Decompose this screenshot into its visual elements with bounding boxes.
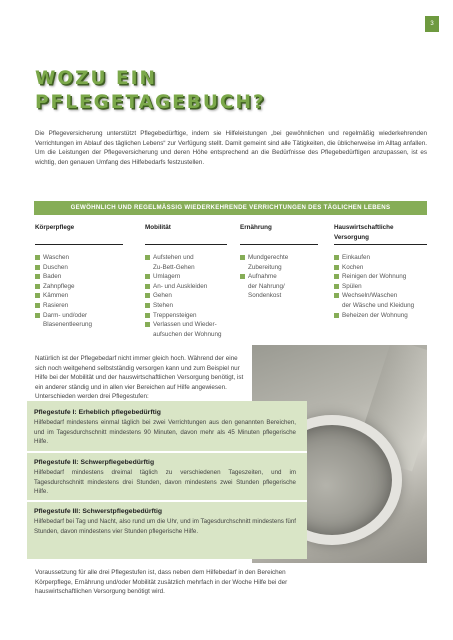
intro-paragraph: Die Pflegeversicherung unterstützt Pflegebedürftige, indem sie Hilfeleistungen „bei gewöhnlichen und regelmäßig wiederkehrenden Verrichtungen im Ablauf des täglichen Lebens“ zur Verfügung stellt. Damit gemeint sind alle Tätigkeiten, die üblicherweise im Alltag anfallen. Um die Leistungen der Pflegeversicherung und deren Höhe entsprechend an die Bedürfnisse des Pflegebedürftigen anzupassen, ist es wichtig, den genauen Umfang des Hilfebedarfs festzustellen. [35, 130, 427, 166]
page-number: 3 [425, 16, 439, 32]
green-square-bullet-icon [35, 284, 40, 289]
column-heading: Hauswirtschaftliche Versorgung [334, 223, 427, 245]
column-heading: Ernährung [240, 223, 318, 245]
list-item: Mundgerechte [240, 253, 318, 263]
green-square-bullet-icon [334, 293, 339, 298]
pflegestufe-title: Pflegestufe III: Schwerstpflegebedürftig [34, 508, 163, 515]
list-item-continuation: Zu-Bett-Gehen [153, 263, 195, 271]
pflegestufe-text: Hilfebedarf mindestens dreimal täglich zu verschiedenen Tageszeiten, und im Tagesdurchschnitt mindestens drei Stunden, davon mindestens zwei Stunden pflegerische Hilfe. [34, 469, 296, 496]
box-divider [27, 500, 307, 502]
pflegestufe-title: Pflegestufe I: Erheblich pflegebedürftig [34, 409, 161, 416]
column-koerperpflege [35, 223, 123, 330]
list-item: Einkaufen [334, 253, 427, 263]
list-item: Waschen [35, 253, 123, 263]
list-item-continuation: Blasenentleerung [43, 321, 93, 329]
green-square-bullet-icon [35, 265, 40, 270]
box-divider [27, 451, 307, 453]
list-item: Duschen [35, 263, 123, 273]
list-item: Beheizen der Wohnung [334, 311, 427, 321]
list-item: Aufnahme [240, 272, 318, 282]
page-title [35, 67, 266, 115]
list-item: Zahnpflege [35, 282, 123, 292]
green-square-bullet-icon [334, 274, 339, 279]
column-list [35, 253, 123, 330]
list-item: Baden [35, 272, 123, 282]
list-item: Treppensteigen [145, 311, 227, 321]
list-item-continuation: Sondenkost [248, 292, 282, 300]
pflegestufe-title: Pflegestufe II: Schwerpflegebedürftig [34, 459, 155, 466]
green-square-bullet-icon [35, 255, 40, 260]
list-item: Rasieren [35, 301, 123, 311]
list-item: Kochen [334, 263, 427, 273]
list-item: Darm- und/oder [35, 311, 123, 321]
green-square-bullet-icon [334, 313, 339, 318]
green-square-bullet-icon [334, 284, 339, 289]
list-item: Reinigen der Wohnung [334, 272, 427, 282]
green-square-bullet-icon [145, 322, 150, 327]
list-item: Spülen [334, 282, 427, 292]
green-square-bullet-icon [145, 303, 150, 308]
list-item-continuation: aufsuchen der Wohnung [153, 330, 222, 338]
green-square-bullet-icon [145, 313, 150, 318]
pflegestufe-text: Hilfebedarf mindestens einmal täglich bei zwei Verrichtungen aus den genannten Bereichen, und im Tagesdurchschnitt mindestens 90 Minuten, davon mehr als 45 Minuten pflegerische Hilfe. [34, 419, 296, 446]
column-ernaehrung [240, 223, 318, 301]
green-square-bullet-icon [240, 255, 245, 260]
column-heading: Körperpflege [35, 223, 123, 245]
green-square-bullet-icon [145, 274, 150, 279]
pflegebedarf-paragraph: Natürlich ist der Pflegebedarf nicht immer gleich hoch. Während der eine sich noch weitgehend selbstständig versorgen kann und zum Beispiel nur Hilfe bei der Mobilität und der hauswirtschaftlichen Versorgung benötigt, ist ein anderer ständig und in allen vier Bereichen auf Hilfe angewiesen. Unterschieden werden drei Pflegestufen: [35, 355, 244, 401]
list-item: Verlassen und Wieder- [145, 320, 227, 330]
pflegestufe-3 [34, 507, 296, 536]
list-item: Kämmen [35, 291, 123, 301]
page-title-line-2: PFLEGETAGEBUCH? [35, 92, 266, 113]
column-list [145, 253, 227, 339]
list-item: Umlagern [145, 272, 227, 282]
list-item-continuation: der Nahrung/ [248, 282, 285, 290]
green-square-bullet-icon [35, 313, 40, 318]
section-banner: GEWÖHNLICH UND REGELMÄSSIG WIEDERKEHRENDE VERRICHTUNGEN DES TÄGLICHEN LEBENS [34, 201, 427, 215]
column-list [240, 253, 318, 301]
pflegestufe-1 [34, 408, 296, 447]
list-item: Gehen [145, 291, 227, 301]
green-square-bullet-icon [35, 303, 40, 308]
voraussetzung-paragraph: Voraussetzung für alle drei Pflegestufen ist, dass neben dem Hilfebedarf in den Bereichen Körperpflege, Ernährung und/oder Mobilität zusätzlich mehrfach in der Woche Hilfe bei der hauswirtschaftlichen Versorgung benötigt wird. [35, 569, 288, 596]
green-square-bullet-icon [334, 255, 339, 260]
list-item-continuation: Zubereitung [248, 263, 282, 271]
page-title-line-1: WOZU EIN [35, 68, 158, 89]
green-square-bullet-icon [145, 255, 150, 260]
green-square-bullet-icon [35, 293, 40, 298]
list-item-continuation: der Wäsche und Kleidung [342, 301, 415, 309]
list-item: An- und Auskleiden [145, 282, 227, 292]
green-square-bullet-icon [334, 265, 339, 270]
column-hauswirtschaft [334, 223, 427, 320]
pflegestufe-text: Hilfebedarf bei Tag und Nacht, also rund um die Uhr, und im Tagesdurchschnitt mindestens fünf Stunden, davon mindestens vier Stunden pflegerische Hilfe. [34, 518, 296, 535]
column-heading: Mobilität [145, 223, 227, 245]
green-square-bullet-icon [35, 274, 40, 279]
column-list [334, 253, 427, 320]
list-item: Aufstehen und [145, 253, 227, 263]
list-item: Wechseln/Waschen [334, 291, 427, 301]
green-square-bullet-icon [240, 274, 245, 279]
pflegestufe-2 [34, 458, 296, 497]
list-item: Stehen [145, 301, 227, 311]
green-square-bullet-icon [145, 284, 150, 289]
column-mobilitaet [145, 223, 227, 339]
green-square-bullet-icon [145, 293, 150, 298]
